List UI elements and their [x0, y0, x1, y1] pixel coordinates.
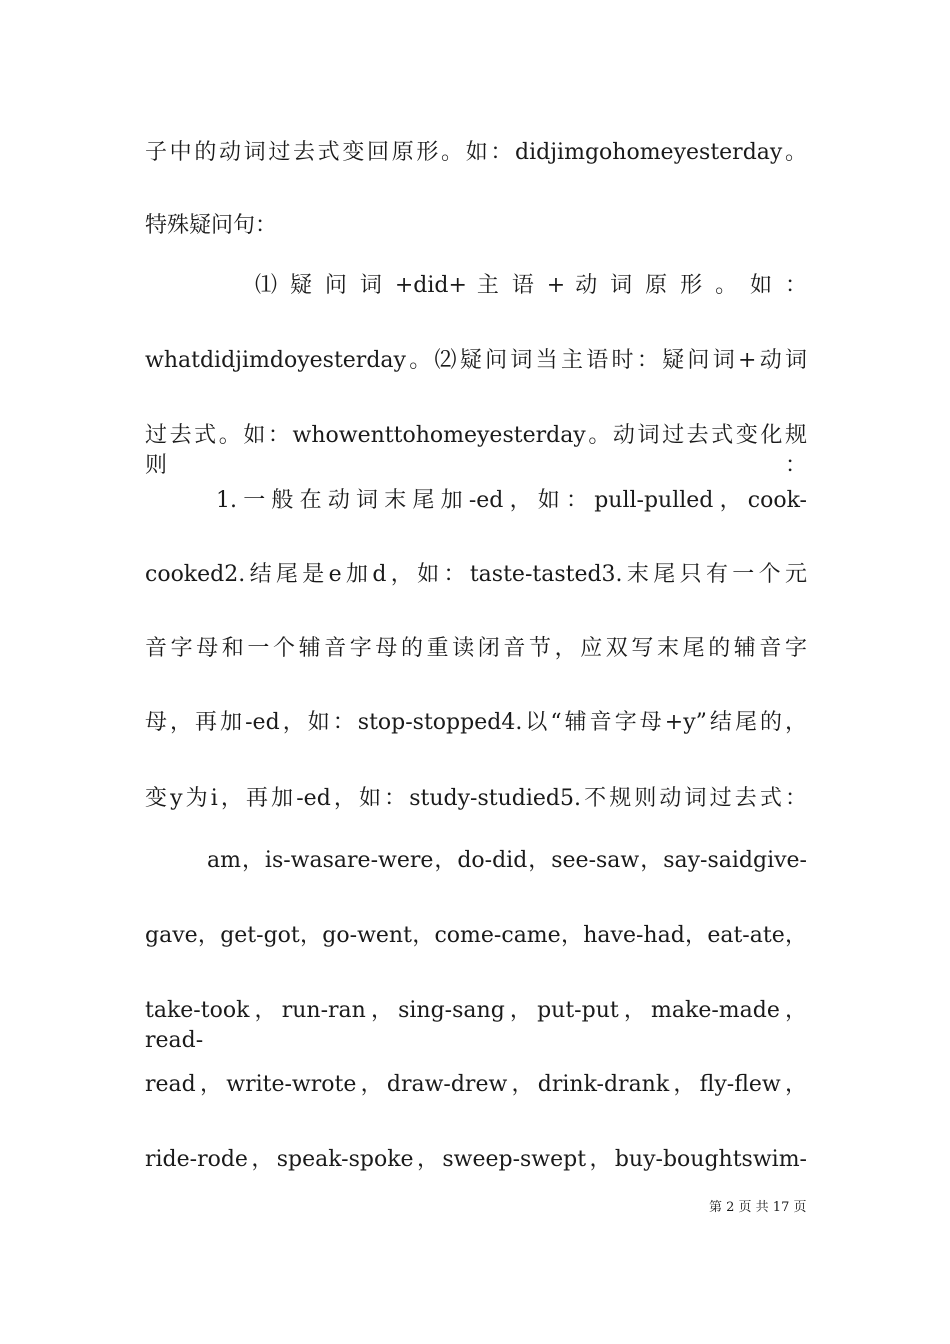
text-line-13: take-took，run-ran，sing-sang，put-put，make-made，read-	[145, 998, 807, 1053]
text-line-4: whatdidjimdoyesterday。⑵疑问词当主语时：疑问词+动词	[145, 348, 807, 373]
text-line-7: cooked2.结尾是e加d，如：taste-tasted3.末尾只有一个元	[145, 562, 807, 587]
page-number-footer: 第 2 页 共 17 页	[709, 1200, 807, 1215]
text-line-6: 1.一般在动词末尾加-ed，如：pull-pulled，cook-	[216, 488, 807, 513]
text-line-3: ⑴ 疑 问 词 +did+ 主 语 + 动 词 原 形 。 如 ：	[255, 273, 807, 298]
text-line-14: read，write-wrote，draw-drew，drink-drank，fly-flew，	[145, 1072, 807, 1097]
text-line-12: gave，get-got，go-went，come-came，have-had，eat-ate，	[145, 923, 807, 948]
text-line-2: 特殊疑问句：	[145, 213, 278, 238]
text-line-15: ride-rode，speak-spoke，sweep-swept，buy-boughtswim-	[145, 1147, 807, 1172]
text-line-11: am，is-wasare-were，do-did，see-saw，say-saidgive-	[207, 848, 807, 873]
text-line-8: 音字母和一个辅音字母的重读闭音节，应双写末尾的辅音字	[145, 636, 807, 661]
text-line-10: 变y为i，再加-ed，如：study-studied5.不规则动词过去式：	[145, 786, 807, 811]
text-line-5: 过去式。如：whowenttohomeyesterday。动词过去式变化规则：	[145, 423, 807, 478]
text-line-1: 子中的动词过去式变回原形。如：didjimgohomeyesterday。	[145, 140, 807, 165]
text-line-9: 母，再加-ed，如：stop-stopped4.以“辅音字母+y”结尾的，	[145, 710, 807, 735]
